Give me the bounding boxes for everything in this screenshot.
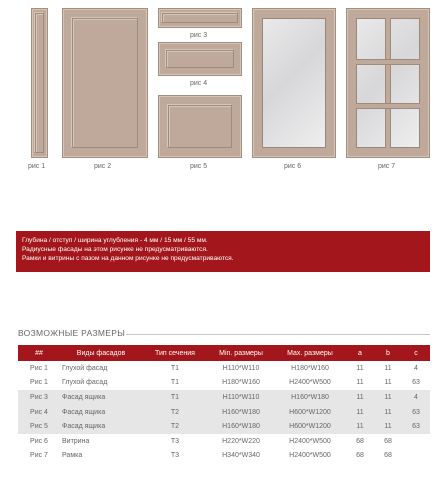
cell-min-size: H220*W220 (222, 437, 260, 445)
table-row (18, 405, 430, 420)
cell-b: 11 (374, 419, 402, 434)
cell-b: 11 (384, 364, 392, 372)
notice-line-3: Рамки и витрины с пазом на данном рисунке не предусматриваются. (22, 255, 234, 262)
cell-figure: Рис 6 (30, 437, 48, 445)
cell-max-size: H600*W1200 (274, 405, 346, 420)
header-max-size: Max. размеры (287, 349, 333, 357)
cell-figure: Рис 7 (30, 452, 48, 460)
cell-min-size: H180*W160 (222, 379, 260, 387)
table-row (18, 449, 430, 464)
cell-a: 11 (356, 364, 364, 372)
cell-a: 68 (356, 437, 364, 445)
cell-facade-type: Фасад ящика (60, 390, 142, 405)
sizes-table (18, 345, 430, 463)
cell-section-type: T3 (170, 437, 180, 445)
cell-c: 63 (402, 405, 430, 420)
cell-section-type: T1 (142, 390, 208, 405)
cell-section-type: T1 (170, 364, 180, 372)
figure-3-caption: рис 3 (190, 32, 208, 39)
cell-c: 4 (402, 390, 430, 405)
figure-4-caption: рис 4 (190, 80, 208, 87)
cell-max-size: H180*W160 (291, 364, 329, 372)
sizes-section-divider (126, 334, 430, 335)
figure-7-horizontal-bar-1 (356, 59, 420, 65)
cell-min-size: H110*W110 (208, 390, 274, 405)
figure-4-panel (166, 50, 234, 68)
cell-max-size: H160*W180 (274, 390, 346, 405)
cell-b: 68 (384, 452, 392, 460)
figure-1-door (31, 8, 48, 158)
header-min-size: Min. размеры (219, 349, 263, 357)
cell-c: 4 (414, 364, 418, 372)
cell-section-type: T1 (170, 379, 180, 387)
cell-section-type: T3 (170, 452, 180, 460)
figure-2-caption: рис 2 (94, 163, 112, 170)
figure-7-vertical-bar (385, 18, 391, 148)
cell-max-size: H600*W1200 (274, 419, 346, 434)
cell-figure: Рис 1 (30, 364, 48, 372)
table-row (18, 390, 430, 405)
cell-facade-type: Фасад ящика (60, 419, 142, 434)
header-number: ## (35, 349, 43, 357)
sizes-section-title: ВОЗМОЖНЫЕ РАЗМЕРЫ (18, 328, 126, 338)
cell-facade-type: Витрина (62, 437, 90, 445)
figure-5-caption: рис 5 (190, 163, 208, 170)
cell-min-size: H340*W340 (222, 452, 260, 460)
cell-facade-type: Глухой фасад (62, 379, 108, 387)
sizes-table-header (18, 345, 430, 361)
cell-facade-type: Рамка (62, 452, 83, 460)
cell-c (402, 449, 430, 464)
figure-6-caption: рис 6 (284, 163, 302, 170)
cell-min-size: H110*W110 (222, 364, 260, 372)
header-section-type: Тип сечения (155, 349, 195, 357)
cell-facade-type: Фасад ящика (60, 405, 142, 420)
cell-figure: Рис 3 (18, 390, 60, 405)
cell-max-size: H2400*W500 (289, 437, 331, 445)
figure-6-glass (262, 18, 326, 148)
notice-line-1: Глубина / отступ / ширина углубления - 4 мм / 15 мм / 55 мм. (22, 237, 208, 244)
figure-5-drawer-front (158, 95, 242, 158)
figure-3-drawer-front (158, 8, 242, 28)
figure-2-panel (72, 18, 138, 148)
header-facade-type: Виды фасадов (76, 349, 126, 357)
cell-section-type: T2 (142, 405, 208, 420)
cell-min-size: H160*W180 (208, 419, 274, 434)
figure-7-horizontal-bar-2 (356, 103, 420, 109)
cell-b: 11 (384, 379, 392, 387)
notice-box (16, 231, 430, 272)
cell-facade-type: Глухой фасад (62, 364, 108, 372)
figure-4-drawer-front (158, 42, 242, 76)
cell-b: 11 (374, 390, 402, 405)
figure-5-panel (168, 105, 232, 148)
notice-line-2: Радиусные фасады на этом рисунке не предусматриваются. (22, 246, 208, 253)
table-row (18, 419, 430, 434)
cell-a: 11 (346, 405, 374, 420)
table-row (18, 361, 430, 376)
figure-3-panel (162, 13, 238, 23)
figure-2-door (62, 8, 148, 158)
cell-figure: Рис 4 (18, 405, 60, 420)
cell-c (402, 434, 430, 449)
cell-max-size: H2400*W500 (289, 379, 331, 387)
cell-c: 63 (412, 379, 420, 387)
figure-1-panel (35, 13, 44, 153)
table-row (18, 376, 430, 391)
header-a: a (358, 349, 362, 357)
cell-figure: Рис 5 (18, 419, 60, 434)
cell-b: 11 (374, 405, 402, 420)
cell-min-size: H160*W180 (208, 405, 274, 420)
cell-max-size: H2400*W500 (289, 452, 331, 460)
cell-a: 68 (356, 452, 364, 460)
header-c: c (414, 349, 418, 357)
cell-figure: Рис 1 (30, 379, 48, 387)
figure-1-caption: рис 1 (28, 163, 46, 170)
cell-a: 11 (356, 379, 364, 387)
figure-7-caption: рис 7 (378, 163, 396, 170)
figure-7-frame (346, 8, 430, 158)
cell-a: 11 (346, 390, 374, 405)
cell-a: 11 (346, 419, 374, 434)
cell-section-type: T2 (142, 419, 208, 434)
cell-b: 68 (384, 437, 392, 445)
cell-c: 63 (402, 419, 430, 434)
table-row (18, 434, 430, 449)
header-b: b (386, 349, 390, 357)
figure-6-showcase (252, 8, 336, 158)
